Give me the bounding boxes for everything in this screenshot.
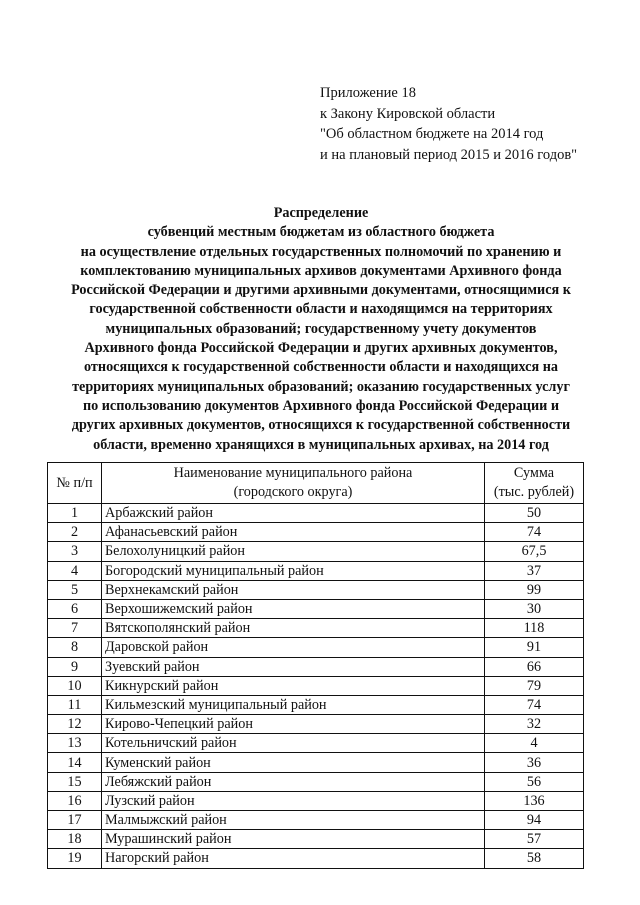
title-line: субвенций местным бюджетам из областного бюджета [147, 224, 495, 241]
table-row [48, 542, 584, 561]
header-sum-line: Сумма [513, 465, 555, 481]
row-amount: 36 [485, 753, 584, 772]
header-name [102, 463, 485, 504]
table-row [48, 791, 584, 810]
row-amount: 79 [485, 676, 584, 695]
row-amount: 30 [485, 599, 584, 618]
table-row [48, 849, 584, 868]
title-line: по использованию документов Архивного фонда Российской Федерации и [82, 397, 560, 414]
row-district-name: Кильмезский муниципальный район [102, 695, 485, 714]
row-amount: 58 [485, 849, 584, 868]
row-number: 4 [48, 561, 102, 580]
title-line: территориях муниципальных образований; оказанию государственных услуг [72, 378, 570, 395]
row-number: 1 [48, 504, 102, 523]
header-sum-line: (тыс. рублей) [493, 484, 575, 500]
table-row [48, 734, 584, 753]
row-amount: 4 [485, 734, 584, 753]
header-name-line: (городского округа) [233, 484, 353, 500]
row-number: 12 [48, 715, 102, 734]
table-row [48, 772, 584, 791]
row-district-name: Лузский район [102, 791, 485, 810]
table-row [48, 580, 584, 599]
row-number: 7 [48, 619, 102, 638]
title-lines [38, 223, 604, 455]
appendix-line: Приложение 18 [320, 85, 416, 101]
row-district-name: Богородский муниципальный район [102, 561, 485, 580]
row-number: 8 [48, 638, 102, 657]
title-line: других архивных документов, относящихся к государственной собственности [71, 417, 571, 434]
header-num: № п/п [48, 463, 102, 504]
row-amount: 32 [485, 715, 584, 734]
table-row [48, 599, 584, 618]
row-district-name: Зуевский район [102, 657, 485, 676]
row-number: 16 [48, 791, 102, 810]
row-amount: 56 [485, 772, 584, 791]
row-district-name: Арбажский район [102, 504, 485, 523]
row-amount: 136 [485, 791, 584, 810]
row-district-name: Котельничский район [102, 734, 485, 753]
appendix-line: и на плановый период 2015 и 2016 годов" [320, 146, 578, 163]
appendix-line: к Закону Кировской области [320, 105, 496, 122]
table-row [48, 619, 584, 638]
row-amount: 67,5 [485, 542, 584, 561]
row-amount: 37 [485, 561, 584, 580]
document-title [38, 204, 604, 455]
row-district-name: Нагорский район [102, 849, 485, 868]
row-number: 17 [48, 811, 102, 830]
row-number: 15 [48, 772, 102, 791]
table-row [48, 676, 584, 695]
row-amount: 91 [485, 638, 584, 657]
row-district-name: Лебяжский район [102, 772, 485, 791]
row-number: 18 [48, 830, 102, 849]
row-number: 13 [48, 734, 102, 753]
table-row [48, 830, 584, 849]
title-heading: Распределение [273, 205, 369, 221]
row-amount: 57 [485, 830, 584, 849]
table-body [48, 504, 584, 869]
row-district-name: Верхошижемский район [102, 599, 485, 618]
row-number: 10 [48, 676, 102, 695]
title-line: комплектованию муниципальных архивов документами Архивного фонда [80, 262, 562, 279]
table-row [48, 811, 584, 830]
appendix-block [320, 83, 577, 165]
row-district-name: Малмыжский район [102, 811, 485, 830]
row-district-name: Афанасьевский район [102, 523, 485, 542]
table-row [48, 523, 584, 542]
appendix-line: "Об областном бюджете на 2014 год [320, 126, 544, 142]
row-amount: 74 [485, 523, 584, 542]
row-district-name: Верхнекамский район [102, 580, 485, 599]
table-row [48, 715, 584, 734]
table-row [48, 561, 584, 580]
row-district-name: Кикнурский район [102, 676, 485, 695]
title-line: Архивного фонда Российской Федерации и других архивных документов, [84, 340, 558, 357]
row-number: 19 [48, 849, 102, 868]
row-district-name: Кирово-Чепецкий район [102, 715, 485, 734]
row-number: 9 [48, 657, 102, 676]
row-district-name: Вятскополянский район [102, 619, 485, 638]
row-number: 2 [48, 523, 102, 542]
table-row [48, 753, 584, 772]
row-number: 5 [48, 580, 102, 599]
title-line: относящихся к государственной собственности области и находящихся на [84, 359, 558, 376]
table-row [48, 695, 584, 714]
row-district-name: Мурашинский район [102, 830, 485, 849]
table-row [48, 638, 584, 657]
row-amount: 50 [485, 504, 584, 523]
table-header-row [48, 463, 584, 504]
subvention-table [47, 462, 584, 869]
row-amount: 66 [485, 657, 584, 676]
row-number: 14 [48, 753, 102, 772]
row-amount: 99 [485, 580, 584, 599]
header-name-line: Наименование муниципального района [173, 465, 413, 481]
table-row [48, 504, 584, 523]
row-amount: 74 [485, 695, 584, 714]
row-district-name: Куменский район [102, 753, 485, 772]
row-number: 3 [48, 542, 102, 561]
header-sum [485, 463, 584, 504]
row-number: 6 [48, 599, 102, 618]
title-line: Российской Федерации и другими архивными документами, относящимися к [71, 282, 571, 299]
title-line: на осуществление отдельных государственных полномочий по хранению и [80, 243, 562, 260]
title-line: государственной собственности области и находящимся на территориях [89, 301, 553, 318]
table-row [48, 657, 584, 676]
row-district-name: Даровской район [102, 638, 485, 657]
row-amount: 94 [485, 811, 584, 830]
row-amount: 118 [485, 619, 584, 638]
row-district-name: Белохолуницкий район [102, 542, 485, 561]
row-number: 11 [48, 695, 102, 714]
title-line: муниципальных образований; государственному учету документов [105, 320, 537, 337]
title-line: области, временно хранящихся в муниципальных архивах, на 2014 год [93, 436, 549, 453]
